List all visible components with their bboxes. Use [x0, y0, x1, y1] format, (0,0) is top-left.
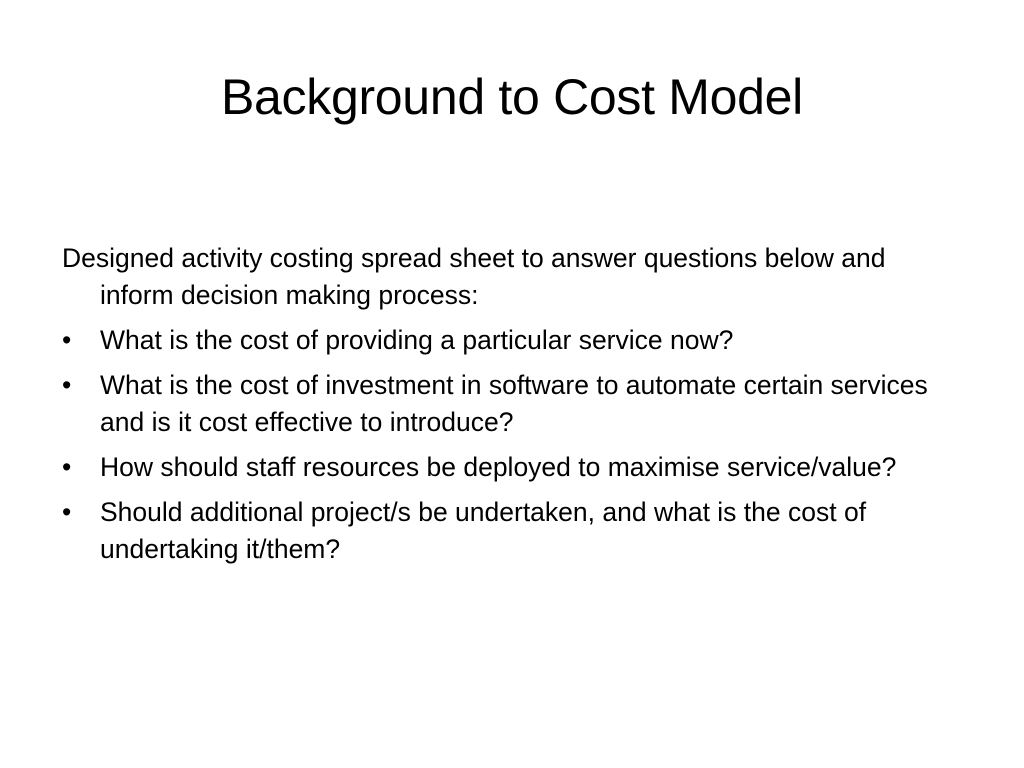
bullet-item-2 [62, 367, 942, 441]
bullet-list [62, 322, 942, 568]
slide-body [62, 240, 942, 576]
bullet-icon: • [62, 452, 72, 482]
bullet-text: What is the cost of investment in software to automate certain services and is it cost effective to introduce? [100, 370, 928, 437]
bullet-item-4 [62, 494, 942, 568]
bullet-icon: • [62, 497, 72, 527]
bullet-text: How should staff resources be deployed to maximise service/value? [100, 452, 897, 482]
bullet-icon: • [62, 370, 72, 400]
bullet-text: Should additional project/s be undertaken, and what is the cost of undertaking it/them? [100, 497, 867, 564]
bullet-icon: • [62, 325, 72, 355]
bullet-text: What is the cost of providing a particular service now? [100, 325, 734, 355]
bullet-item-1 [62, 322, 942, 359]
slide-title: Background to Cost Model [220, 69, 803, 125]
intro-paragraph: Designed activity costing spread sheet to answer questions below and inform decision making process: [62, 243, 886, 310]
bullet-item-3 [62, 449, 942, 486]
